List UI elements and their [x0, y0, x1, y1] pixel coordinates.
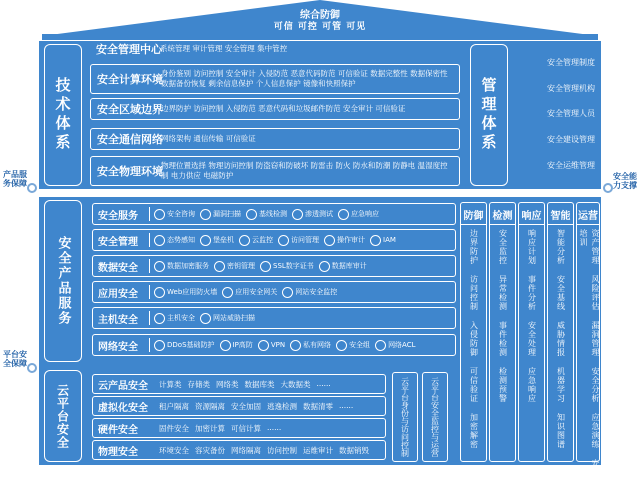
product-item-label: IP高防 [232, 341, 253, 349]
service-icon [370, 235, 381, 246]
service-icon [239, 235, 250, 246]
cloud-row-label: 虚拟化安全 [98, 402, 148, 414]
cloud-item: 计算类 [159, 379, 182, 389]
cloud-items [159, 401, 359, 412]
product-row [92, 203, 456, 225]
capability-head: 检测 [490, 203, 515, 225]
cloud-item: 大数据类 [280, 379, 311, 389]
tech-row-label: 安全管理中心 [96, 43, 162, 56]
cloud-item: 网络隔离 [231, 445, 261, 455]
product-item [258, 340, 285, 351]
cloud-item: 容灾备份 [195, 445, 225, 455]
service-icon [324, 235, 335, 246]
product-item [292, 209, 333, 220]
product-item [154, 235, 195, 246]
divider [149, 259, 150, 273]
tech-row-detail: 身份鉴别 访问控制 安全审计 入侵防范 恶意代码防范 可信验证 数据完整性 数据保密性 数据备份恢复 剩余信息保护 个人信息保护 镜像和快照保护 [161, 69, 448, 88]
product-item [370, 235, 396, 246]
product-row [92, 307, 456, 329]
product-item-label: VPN [270, 341, 286, 349]
capability-head: 响应 [519, 203, 544, 225]
cloud-row [92, 440, 386, 460]
service-icon [290, 340, 301, 351]
capability-column [576, 202, 600, 477]
service-icon [258, 340, 269, 351]
right-label-capability: 安全能力支撑 [613, 172, 637, 190]
cloud-item: ...... [267, 422, 282, 432]
product-item-label: 密钥管理 [227, 262, 255, 270]
product-item-label: 基线检测 [259, 210, 287, 218]
product-item [246, 209, 287, 220]
service-icon [154, 313, 165, 324]
product-item [154, 261, 209, 272]
tech-row-detail: 边界防护 访问控制 入侵防范 恶意代码和垃圾邮件防范 安全审计 可信验证 [161, 104, 406, 113]
tech-row-boundary [90, 98, 460, 120]
cloud-row [92, 374, 386, 394]
tech-row-label: 安全物理环境 [97, 165, 163, 178]
cloud-item: 资源隔离 [195, 401, 225, 411]
product-item-label: 漏洞扫描 [213, 210, 241, 218]
product-item-label: 数据加密服务 [167, 262, 209, 270]
tech-row-label: 安全通信网络 [97, 133, 163, 146]
product-item-label: 访问管理 [291, 236, 319, 244]
cloud-item: ...... [316, 378, 331, 388]
capability-body: 智能分析 安全基线 威胁情报 机器学习 知识图谱 [556, 229, 566, 449]
right-connector [603, 183, 613, 193]
product-item [214, 261, 255, 272]
cloud-item: 数据清零 [303, 401, 333, 411]
mgmt-item: 安全管理人员 [547, 109, 595, 118]
left-label-product: 产品服务保障 [3, 170, 27, 188]
tech-row-label: 安全计算环境 [97, 73, 163, 86]
service-icon [200, 235, 211, 246]
product-item-label: Web应用防火墙 [167, 288, 218, 296]
cloud-row [92, 418, 386, 438]
cloud-item: 访问控制 [267, 445, 297, 455]
service-icon [336, 340, 347, 351]
product-row-label: 网络安全 [98, 341, 138, 353]
cloud-monitor: 云平台安全监控与运营 [430, 377, 440, 457]
tech-row-mgmt-center [90, 38, 460, 60]
product-item-label: 堡垒机 [213, 236, 234, 244]
mgmt-item: 安全管理机构 [547, 84, 595, 93]
product-item [324, 235, 365, 246]
product-item-label: 主机安全 [167, 314, 195, 322]
capability-head: 运营 [577, 203, 599, 225]
product-item-label: 私有网络 [303, 341, 332, 349]
service-icon [154, 340, 165, 351]
service-icon [246, 209, 257, 220]
product-item [282, 287, 337, 298]
product-item-label: 网络ACL [388, 341, 416, 349]
product-item [239, 235, 273, 246]
mgmt-item: 安全管理制度 [547, 58, 595, 67]
capability-column [518, 202, 545, 462]
product-item-label: 应急响应 [351, 210, 379, 218]
cloud-item: 安全加固 [231, 401, 261, 411]
capability-head: 防御 [461, 203, 486, 225]
product-row-label: 应用安全 [98, 288, 138, 300]
cloud-items [159, 445, 375, 456]
tech-row-detail: 网络架构 通信传输 可信验证 [161, 134, 256, 143]
product-item [290, 340, 331, 351]
product-item-label: IAM [383, 236, 396, 244]
cloud-items [159, 423, 287, 434]
capability-body: 资产管理 风险评估 漏洞管理 安全分析 应急演练 安全培训 [579, 229, 600, 477]
service-icon [260, 261, 271, 272]
product-item [154, 340, 215, 351]
cloud-identity: 云平台身份与访问控制 [400, 377, 410, 457]
cloud-row-label: 硬件安全 [98, 424, 138, 436]
capability-head: 智能 [548, 203, 573, 225]
tech-row-physical [90, 156, 460, 186]
mgmt-item: 安全运维管理 [547, 161, 595, 170]
product-row-label: 安全服务 [98, 210, 138, 222]
service-icon [319, 261, 330, 272]
cloud-item: 加密计算 [195, 423, 225, 433]
capability-body: 安全监控 异常检测 事件检测 检测预警 [498, 229, 508, 403]
cloud-item: 数据销毁 [339, 445, 369, 455]
product-item-label: 网站威胁扫描 [213, 314, 255, 322]
header-subtitle: 可信 可控 可管 可见 [273, 22, 367, 32]
product-item [154, 287, 217, 298]
product-items [154, 235, 401, 246]
product-item [222, 287, 277, 298]
product-item [278, 235, 319, 246]
service-icon [154, 209, 165, 220]
product-side-title: 安全产品服务 [55, 236, 71, 326]
cloud-item: 租户隔离 [159, 401, 189, 411]
product-item [154, 209, 195, 220]
capability-body: 响应计划 事件分析 安全处理 应急响应 [527, 229, 537, 403]
cloud-item: 可信计算 [231, 423, 261, 433]
service-icon [220, 340, 231, 351]
product-row-label: 数据安全 [98, 262, 138, 274]
service-icon [154, 235, 165, 246]
product-items [154, 287, 342, 298]
product-items [154, 209, 384, 220]
product-item [200, 209, 241, 220]
cloud-item: 逃逸检测 [267, 401, 297, 411]
product-item [375, 340, 415, 351]
cloud-item: 数据库类 [244, 379, 275, 389]
cloud-item: 存储类 [187, 379, 210, 389]
service-icon [278, 235, 289, 246]
product-item [220, 340, 253, 351]
tech-row-compute [90, 64, 460, 94]
service-icon [375, 340, 386, 351]
product-row [92, 334, 456, 356]
service-icon [200, 313, 211, 324]
capability-column [547, 202, 574, 462]
mgmt-side-title: 管理体系 [479, 77, 498, 153]
header-title: 综合防御 [300, 10, 340, 21]
capability-body: 边界防护 访问控制 入侵防御 可信验证 加密解密 [469, 229, 479, 449]
product-item-label: 云监控 [252, 236, 273, 244]
tech-row-label: 安全区域边界 [97, 103, 163, 116]
tech-row-detail: 系统管理 审计管理 安全管理 集中管控 [160, 44, 288, 53]
service-icon [214, 261, 225, 272]
tech-side-title: 技术体系 [53, 77, 72, 153]
cloud-items [159, 379, 337, 390]
cloud-item: 固件安全 [159, 423, 189, 433]
product-item [260, 261, 314, 272]
product-item-label: 网站安全监控 [295, 288, 338, 296]
cloud-row [92, 396, 386, 416]
capability-column [460, 202, 487, 462]
divider [149, 233, 150, 247]
cloud-item: 环境安全 [159, 445, 189, 455]
capability-column [489, 202, 516, 462]
tech-row-network [90, 128, 460, 150]
divider [149, 285, 150, 299]
service-icon [292, 209, 303, 220]
divider [149, 338, 150, 352]
product-item-label: SSL数字证书 [273, 262, 314, 270]
product-item-label: DDoS基础防护 [167, 341, 215, 349]
left-connector-bottom [27, 363, 37, 373]
product-row-label: 主机安全 [98, 314, 138, 326]
left-connector-top [27, 183, 37, 193]
product-item-label: 安全咨询 [167, 210, 195, 218]
product-item-label: 数据库审计 [331, 262, 367, 270]
cloud-row-label: 物理安全 [98, 446, 138, 458]
product-items [154, 313, 260, 324]
product-item-label: 操作审计 [337, 236, 365, 244]
product-item [200, 313, 255, 324]
product-item [338, 209, 379, 220]
product-item [319, 261, 367, 272]
product-row-label: 安全管理 [98, 236, 138, 248]
product-items [154, 261, 372, 272]
product-item [200, 235, 234, 246]
cloud-side-title: 云平台安全 [55, 383, 70, 449]
product-item-label: 应用安全网关 [235, 288, 278, 296]
cloud-item: 网络类 [216, 379, 239, 389]
product-item-label: 安全组 [349, 341, 371, 349]
cloud-row-label: 云产品安全 [98, 380, 148, 392]
cloud-item: 运维审计 [303, 445, 333, 455]
service-icon [222, 287, 233, 298]
service-icon [200, 209, 211, 220]
mgmt-item: 安全建设管理 [547, 135, 595, 144]
product-item-label: 态势感知 [167, 236, 195, 244]
divider [149, 311, 150, 325]
product-items [154, 340, 421, 351]
product-row [92, 281, 456, 303]
product-item [154, 313, 195, 324]
service-icon [282, 287, 293, 298]
service-icon [154, 287, 165, 298]
product-item [336, 340, 370, 351]
product-row [92, 255, 456, 277]
cloud-item: ...... [339, 400, 354, 410]
left-label-platform: 平台安全保障 [3, 350, 27, 368]
service-icon [338, 209, 349, 220]
divider [149, 207, 150, 221]
service-icon [154, 261, 165, 272]
product-item-label: 渗透测试 [305, 210, 333, 218]
tech-row-detail: 物理位置选择 物理访问控制 防盗窃和防破坏 防雷击 防火 防水和防潮 防静电 温湿度控制 电力供应 电磁防护 [161, 161, 448, 180]
product-row [92, 229, 456, 251]
